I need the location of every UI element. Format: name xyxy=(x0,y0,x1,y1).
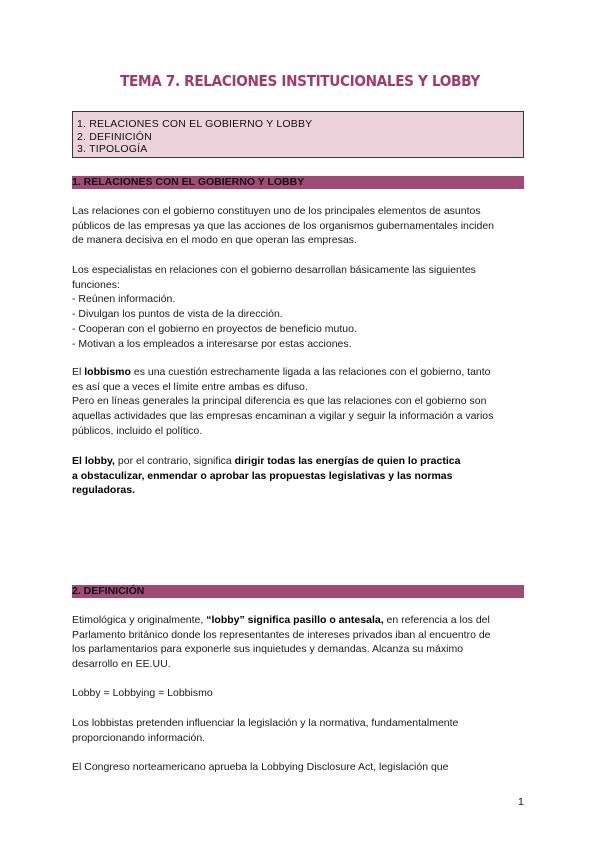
text-line: funciones: xyxy=(72,278,120,291)
paragraph xyxy=(72,760,530,775)
table-of-contents xyxy=(72,111,524,158)
text-line: Pero en líneas generales la principal diferencia es que las relaciones con el gobierno son xyxy=(72,395,487,408)
text-line: Parlamento británico donde los representantes de intereses privados iban al encuentro de xyxy=(72,628,491,641)
text-line: de manera decisiva en el modo en que operan las empresas. xyxy=(72,234,357,247)
paragraph xyxy=(72,263,530,351)
text-line: Los especialistas en relaciones con el gobierno desarrollan básicamente las siguientes xyxy=(72,264,476,276)
text-line: desarrollo en EE.UU. xyxy=(72,658,171,671)
text-line: Etimológica y originalmente, “lobby” significa pasillo o antesala, en referencia a los del xyxy=(72,614,490,626)
toc-item: 3. TIPOLOGÍA xyxy=(77,143,148,156)
text-line: a obstaculizar, enmendar o aprobar las propuestas legislativas y las normas xyxy=(72,469,453,482)
text-line: aquellas actividades que las empresas encaminan a vigilar y seguir la información a varios xyxy=(72,410,494,423)
page-number: 1 xyxy=(518,796,524,808)
section-heading: 2. DEFINICIÓN xyxy=(72,585,145,597)
text-line: El Congreso norteamericano aprueba la Lobbying Disclosure Act, legislación que xyxy=(72,761,449,773)
text-line: públicos de las empresas ya que las acciones de los organismos gubernamentales inciden xyxy=(72,219,494,232)
paragraph xyxy=(72,454,530,498)
list-item: - Motivan a los empleados a interesarse por estas acciones. xyxy=(72,337,352,350)
toc-item: 1. RELACIONES CON EL GOBIERNO Y LOBBY xyxy=(77,118,313,130)
paragraph xyxy=(72,686,530,701)
paragraph xyxy=(72,716,530,745)
toc-item: 2. DEFINICIÓN xyxy=(77,130,152,143)
list-item: - Cooperan con el gobierno en proyectos de beneficio mutuo. xyxy=(72,322,357,335)
text-line: es así que a veces el límite entre ambas es difuso. xyxy=(72,380,308,393)
list-item: - Divulgan los puntos de vista de la dirección. xyxy=(72,308,283,321)
document-title: TEMA 7. RELACIONES INSTITUCIONALES Y LOBBY xyxy=(120,72,480,90)
text-line: El lobbismo es una cuestión estrechamente ligada a las relaciones con el gobierno, tanto xyxy=(72,366,491,378)
paragraph xyxy=(72,365,530,439)
text-line: Las relaciones con el gobierno constituyen uno de los principales elementos de asuntos xyxy=(72,205,481,217)
text-line: proporcionando información. xyxy=(72,731,206,744)
section-heading: 1. RELACIONES CON EL GOBIERNO Y LOBBY xyxy=(72,176,305,188)
text-line: reguladoras. xyxy=(72,484,136,497)
list-item: - Reúnen información. xyxy=(72,293,176,306)
paragraph xyxy=(72,204,530,248)
paragraph xyxy=(72,613,530,672)
text-line: Lobby = Lobbying = Lobbismo xyxy=(72,687,213,699)
text-line: públicos, incluido el político. xyxy=(72,424,203,437)
text-line: Los lobbistas pretenden influenciar la legislación y la normativa, fundamentalmente xyxy=(72,717,459,729)
text-line: El lobby, por el contrario, significa dirigir todas las energías de quien lo practica xyxy=(72,455,461,467)
text-line: los parlamentarios para exponerle sus inquietudes y demandas. Alcanza su máximo xyxy=(72,643,464,656)
